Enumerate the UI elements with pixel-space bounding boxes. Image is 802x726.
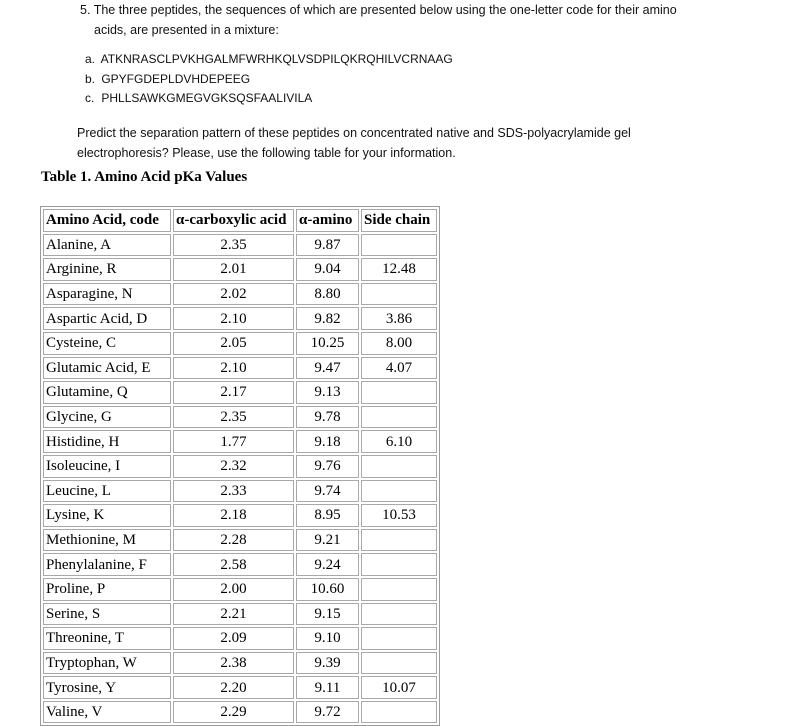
table-body [43,234,437,724]
cell-amino-acid: Aspartic Acid, D [43,307,171,330]
cell-amino-acid: Isoleucine, I [43,455,171,478]
cell-amino-acid: Methionine, M [43,529,171,552]
sequence-text: ATKNRASCLPVKHGALMFWRHKQLVSDPILQKRQHILVCRNAAG [100,52,453,66]
table-row [43,529,437,552]
table-title: Table 1. Amino Acid pKa Values [41,169,248,185]
cell-alpha-amino: 9.15 [296,603,359,626]
cell-alpha-carboxylic: 2.32 [173,455,294,478]
table-row [43,234,437,257]
cell-amino-acid: Alanine, A [43,234,171,257]
sequence-letter: a. [85,52,96,66]
table-row [43,357,437,380]
cell-amino-acid: Serine, S [43,603,171,626]
predict-instruction [77,123,780,163]
question-intro [80,0,780,40]
cell-amino-acid: Threonine, T [43,627,171,650]
cell-alpha-carboxylic: 1.77 [173,430,294,453]
table-row [43,307,437,330]
cell-alpha-amino: 10.60 [296,578,359,601]
cell-alpha-carboxylic: 2.10 [173,357,294,380]
cell-alpha-carboxylic: 2.01 [173,258,294,281]
cell-amino-acid: Lysine, K [43,504,171,527]
cell-amino-acid: Glycine, G [43,406,171,429]
cell-alpha-carboxylic: 2.35 [173,234,294,257]
cell-side-chain: 10.53 [361,504,437,527]
question-block [77,0,780,163]
cell-alpha-carboxylic: 2.38 [173,652,294,675]
question-number: 5. [80,3,91,17]
cell-side-chain [361,603,437,626]
cell-amino-acid: Tryptophan, W [43,652,171,675]
predict-line1: Predict the separation pattern of these peptides on concentrated native and SDS-polyacrylamide gel [77,125,631,140]
peptide-sequence-item [85,70,780,90]
table-row [43,455,437,478]
cell-side-chain [361,406,437,429]
cell-alpha-carboxylic: 2.29 [173,701,294,724]
cell-side-chain [361,529,437,552]
cell-side-chain: 8.00 [361,332,437,355]
cell-alpha-amino: 9.21 [296,529,359,552]
sequence-letter: b. [85,71,96,86]
cell-side-chain [361,480,437,503]
peptide-sequence-item [85,89,780,109]
cell-alpha-amino: 9.13 [296,381,359,404]
cell-alpha-carboxylic: 2.02 [173,283,294,306]
cell-alpha-carboxylic: 2.18 [173,504,294,527]
cell-amino-acid: Tyrosine, Y [43,676,171,699]
cell-side-chain: 4.07 [361,357,437,380]
cell-side-chain [361,234,437,257]
cell-alpha-amino: 9.11 [296,676,359,699]
header-alpha-carboxylic: α-carboxylic acid [173,209,294,232]
sequence-text: PHLLSAWKGMEGVGKSQSFAALIVILA [101,91,313,105]
cell-alpha-amino: 9.24 [296,553,359,576]
cell-alpha-amino: 9.04 [296,258,359,281]
cell-alpha-amino: 9.47 [296,357,359,380]
table-row [43,578,437,601]
table-row [43,553,437,576]
cell-side-chain [361,652,437,675]
table-row [43,381,437,404]
pka-table [40,206,440,726]
cell-alpha-amino: 9.10 [296,627,359,650]
cell-alpha-amino: 9.78 [296,406,359,429]
cell-alpha-amino: 9.82 [296,307,359,330]
cell-alpha-amino: 9.18 [296,430,359,453]
question-intro-line1: The three peptides, the sequences of which are presented below using the one-letter code for their amino [93,3,677,17]
cell-side-chain [361,283,437,306]
cell-amino-acid: Arginine, R [43,258,171,281]
cell-amino-acid: Glutamine, Q [43,381,171,404]
cell-alpha-amino: 10.25 [296,332,359,355]
cell-side-chain [361,455,437,478]
cell-alpha-carboxylic: 2.20 [173,676,294,699]
sequence-text: GPYFGDEPLDVHDEPEEG [101,71,251,86]
table-header-row [43,209,437,232]
sequence-letter: c. [85,91,95,105]
cell-alpha-carboxylic: 2.35 [173,406,294,429]
cell-side-chain [361,553,437,576]
cell-alpha-carboxylic: 2.21 [173,603,294,626]
cell-alpha-amino: 9.76 [296,455,359,478]
table-row [43,332,437,355]
peptide-sequence-item [85,50,780,70]
cell-side-chain [361,701,437,724]
cell-amino-acid: Leucine, L [43,480,171,503]
table-row [43,258,437,281]
cell-alpha-carboxylic: 2.05 [173,332,294,355]
header-amino-acid: Amino Acid, code [43,209,171,232]
cell-amino-acid: Proline, P [43,578,171,601]
question-intro-line2: acids, are presented in a mixture: [94,23,279,37]
cell-alpha-carboxylic: 2.33 [173,480,294,503]
header-side-chain: Side chain [361,209,437,232]
table-row [43,504,437,527]
cell-side-chain: 12.48 [361,258,437,281]
cell-side-chain [361,627,437,650]
cell-alpha-amino: 8.95 [296,504,359,527]
cell-amino-acid: Phenylalanine, F [43,553,171,576]
table-row [43,406,437,429]
table-row [43,283,437,306]
cell-amino-acid: Valine, V [43,701,171,724]
cell-alpha-amino: 9.72 [296,701,359,724]
peptide-sequence-list [85,50,780,109]
table-row [43,652,437,675]
cell-amino-acid: Cysteine, C [43,332,171,355]
table-row [43,603,437,626]
cell-amino-acid: Glutamic Acid, E [43,357,171,380]
cell-alpha-carboxylic: 2.58 [173,553,294,576]
cell-alpha-carboxylic: 2.28 [173,529,294,552]
cell-amino-acid: Asparagine, N [43,283,171,306]
cell-alpha-amino: 8.80 [296,283,359,306]
cell-alpha-carboxylic: 2.09 [173,627,294,650]
cell-alpha-carboxylic: 2.10 [173,307,294,330]
cell-side-chain [361,578,437,601]
cell-side-chain: 3.86 [361,307,437,330]
cell-alpha-carboxylic: 2.17 [173,381,294,404]
cell-alpha-amino: 9.87 [296,234,359,257]
cell-alpha-carboxylic: 2.00 [173,578,294,601]
cell-alpha-amino: 9.39 [296,652,359,675]
table-row [43,676,437,699]
cell-amino-acid: Histidine, H [43,430,171,453]
cell-side-chain: 10.07 [361,676,437,699]
table-row [43,480,437,503]
cell-side-chain [361,381,437,404]
table-row [43,701,437,724]
cell-side-chain: 6.10 [361,430,437,453]
predict-line2: electrophoresis? Please, use the following table for your information. [77,145,456,160]
table-row [43,627,437,650]
cell-alpha-amino: 9.74 [296,480,359,503]
header-alpha-amino: α-amino [296,209,359,232]
table-row [43,430,437,453]
